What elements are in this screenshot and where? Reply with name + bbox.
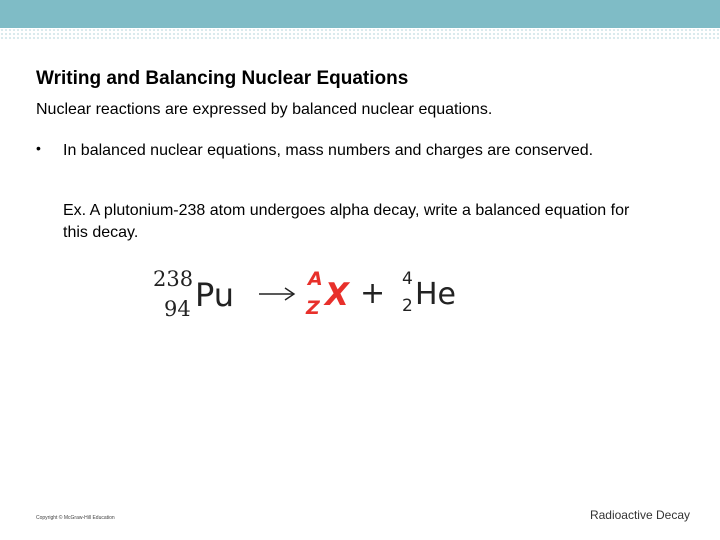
slide-title: Writing and Balancing Nuclear Equations — [36, 68, 409, 89]
reactant-atomic-number: 94 — [164, 297, 191, 321]
product-atomic-number: 2 — [402, 296, 413, 316]
copyright-note: Copyright © McGraw-Hill Education — [36, 515, 115, 521]
product-symbol: He — [415, 277, 457, 312]
bullet-text: In balanced nuclear equations, mass numbers and charges are conserved. — [63, 142, 594, 159]
bullet-marker: • — [36, 140, 41, 156]
header-dot-strip — [0, 28, 720, 40]
footer-topic: Radioactive Decay — [589, 508, 690, 522]
unknown-mass-number: A — [308, 268, 323, 290]
header-bar — [0, 0, 720, 28]
reactant-symbol: Pu — [195, 276, 235, 314]
nuclear-equation — [150, 262, 480, 332]
intro-text: Nuclear reactions are expressed by balanced nuclear equations. — [36, 101, 493, 118]
plus-sign: + — [360, 276, 386, 311]
unknown-symbol: X — [325, 277, 349, 313]
reaction-arrow-icon — [258, 284, 296, 304]
reactant-mass-number: 238 — [153, 267, 194, 291]
unknown-atomic-number: Z — [306, 297, 320, 319]
product-mass-number: 4 — [402, 269, 413, 289]
example-text: Ex. A plutonium-238 atom undergoes alpha decay, write a balanced equation for this decay. — [63, 202, 630, 241]
